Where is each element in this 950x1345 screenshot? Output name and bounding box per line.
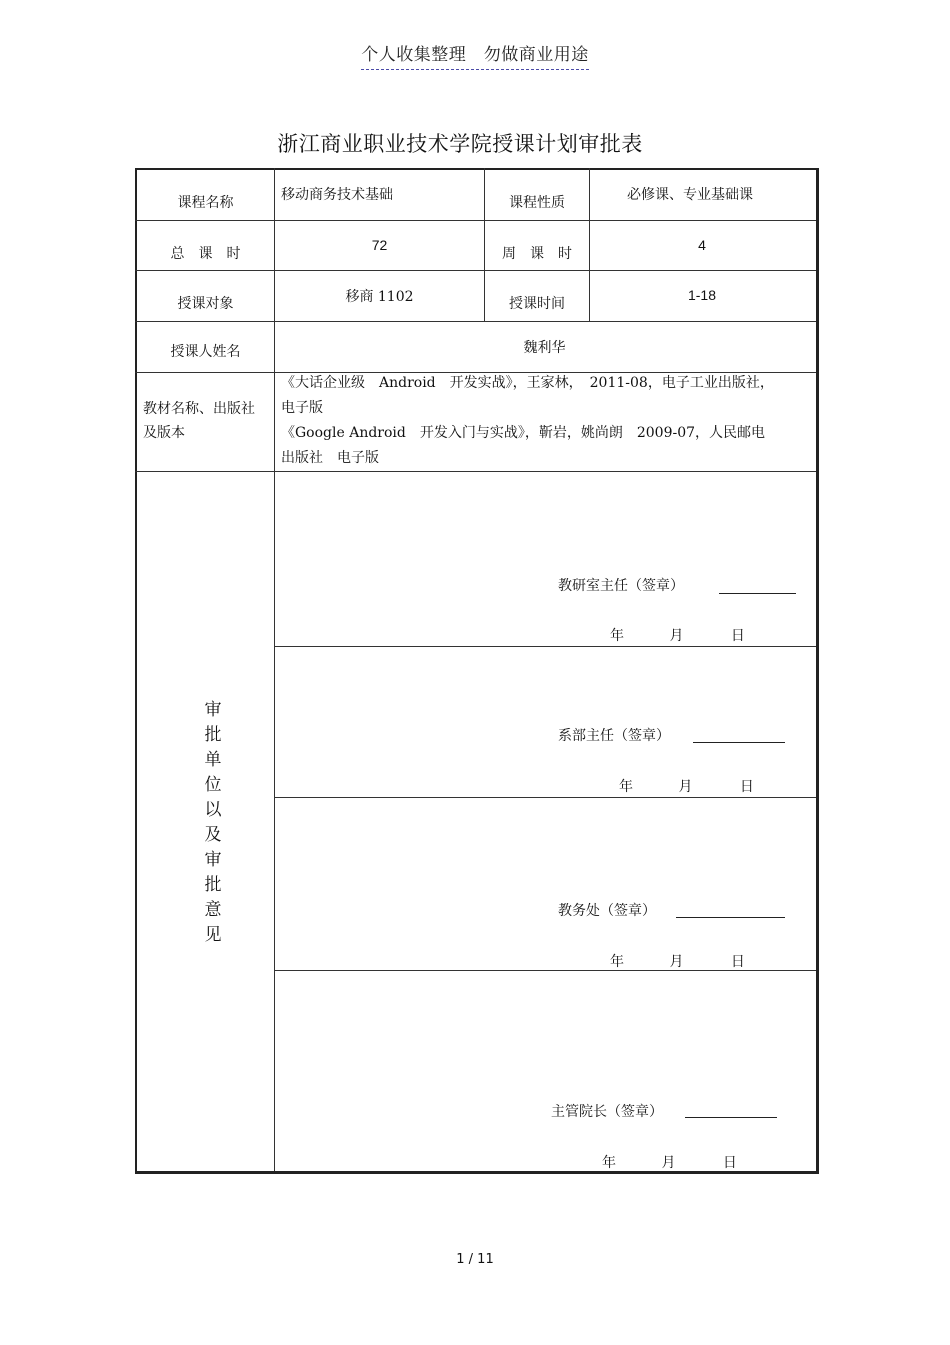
- row-divider: [135, 321, 816, 322]
- signature-role: 教研室主任（签章）: [558, 578, 684, 594]
- form-title: 浙江商业职业技术学院授课计划审批表: [277, 132, 643, 156]
- page-number: 1 / 11: [456, 1252, 494, 1267]
- date-year: 年: [619, 779, 633, 795]
- time-value: 1-18: [687, 287, 717, 303]
- date-year: 年: [602, 1155, 616, 1171]
- textbook-list: [281, 371, 811, 471]
- signature-role: 系部主任（签章）: [558, 728, 670, 744]
- textbook-line: 电子版: [281, 400, 323, 416]
- date-month: 月: [661, 1155, 676, 1171]
- approval-label-char: 以: [204, 800, 222, 820]
- signature-date: [610, 625, 745, 645]
- department-head-signature: [558, 725, 670, 745]
- date-month: 月: [678, 779, 693, 795]
- signature-line: [719, 593, 796, 594]
- textbook-line: 《大话企业级 Android 开发实战》，王家林， 2011-08，电子工业出版社，: [281, 375, 774, 391]
- approval-label-char: 审: [204, 700, 222, 720]
- page-header: [0, 40, 950, 70]
- approval-label-char: 位: [204, 775, 222, 795]
- total-hours-value: 72: [371, 237, 388, 253]
- target-value: 移商 1102: [345, 289, 414, 305]
- target-label: 授课对象: [177, 296, 234, 312]
- textbook-line: 《Google Android 开发入门与实战》，靳岩，姚尚朗 2009-07，人民邮电: [281, 425, 766, 441]
- academic-affairs-signature: [558, 900, 656, 920]
- date-month: 月: [669, 954, 684, 970]
- date-day: 日: [739, 779, 754, 795]
- vice-president-signature: [551, 1101, 663, 1121]
- course-name-value: 移动商务技术基础: [281, 187, 393, 203]
- teacher-value: 魏利华: [523, 340, 566, 356]
- signature-date: [610, 951, 745, 971]
- course-type-label: 课程性质: [509, 195, 565, 211]
- approval-label-char: 单: [204, 750, 222, 770]
- approval-label-char: 批: [204, 875, 222, 895]
- signature-line: [685, 1117, 777, 1118]
- time-label: 授课时间: [509, 296, 565, 312]
- signature-date: [619, 776, 754, 796]
- date-day: 日: [730, 954, 745, 970]
- date-day: 日: [722, 1155, 737, 1171]
- date-month: 月: [669, 628, 684, 644]
- approval-label-char: 审: [204, 850, 222, 870]
- weekly-hours-label: 周 课 时: [502, 246, 572, 262]
- approval-divider: [274, 646, 816, 647]
- signature-role: 教务处（签章）: [558, 903, 656, 919]
- course-type-value: 必修课、专业基础课: [627, 187, 753, 203]
- teacher-label: 授课人姓名: [170, 344, 241, 360]
- weekly-hours-value: 4: [698, 237, 706, 253]
- teaching-office-director-signature: [558, 575, 684, 595]
- column-divider: [274, 168, 275, 1171]
- textbook-line: 出版社 电子版: [281, 450, 379, 466]
- header-text: 个人收集整理 勿做商业用途: [361, 40, 589, 70]
- course-name-label: 课程名称: [177, 195, 234, 211]
- approval-label-char: 意: [204, 900, 222, 920]
- row-divider: [135, 471, 816, 472]
- textbook-label: 教材名称、出版社及版本: [143, 401, 255, 441]
- approval-label: [195, 698, 231, 948]
- approval-label-char: 批: [204, 725, 222, 745]
- approval-label-char: 及: [204, 825, 222, 845]
- signature-date: [602, 1152, 737, 1172]
- row-divider: [135, 220, 816, 221]
- signature-line: [693, 742, 785, 743]
- row-divider: [135, 270, 816, 271]
- approval-form-table: [135, 168, 819, 1174]
- date-day: 日: [730, 628, 745, 644]
- approval-label-char: 见: [204, 925, 222, 945]
- signature-role: 主管院长（签章）: [551, 1104, 663, 1120]
- date-year: 年: [610, 954, 624, 970]
- signature-line: [676, 917, 785, 918]
- approval-divider: [274, 797, 816, 798]
- date-year: 年: [610, 628, 624, 644]
- total-hours-label: 总 课 时: [170, 246, 241, 262]
